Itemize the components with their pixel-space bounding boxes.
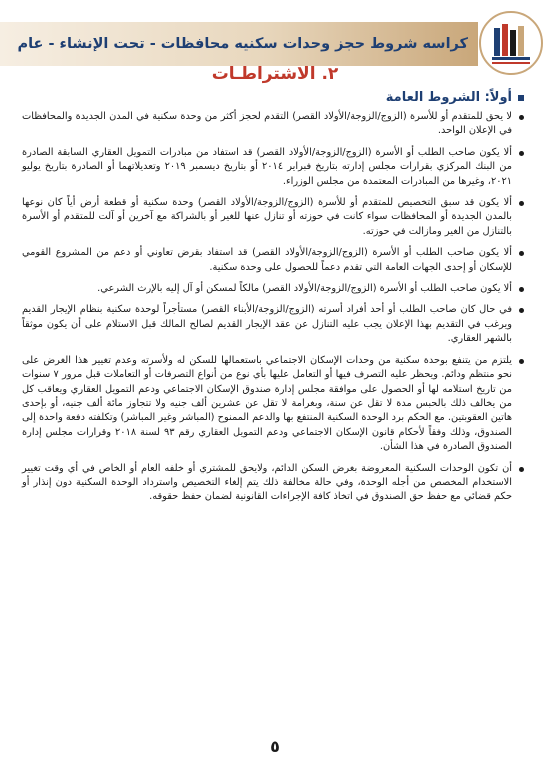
bullet-icon [519, 308, 524, 313]
document-title: كراسه شروط حجز وحدات سكنيه محافظات - تحت الإنشاء - عام [17, 36, 468, 52]
subheading-text: أولاً: الشروط العامة [385, 90, 512, 105]
list-item: ألا يكون صاحب الطلب أو الأسرة (الزوج/الزوجة/الأولاد القصر) قد استفاد من مبادرات التمويل العقاري السابقة الصادرة من البنك المركزي بقرارات مجلس إدارته بتاريخ فبراير ٢٠١٤ أو بتاريخ ديسمبر ٢٠١٩ وتعديلاتهما أو الصادرة بتاريخ يوليو ٢٠٢١، وغيرها من المبادرات المعتمدة من مجلس الوزراء. [22, 146, 524, 189]
bullet-icon [519, 287, 524, 292]
bullet-icon [519, 251, 524, 256]
list-item: لا يحق للمتقدم أو للأسرة (الزوج/الزوجة/الأولاد القصر) التقدم لحجز أكثر من وحدة سكنية في المدن الجديدة والمحافظات في الإعلان الواحد. [22, 110, 524, 139]
general-conditions-heading [386, 90, 524, 105]
bullet-icon [519, 151, 524, 156]
list-item: يلتزم من يتنفع بوحدة سكنية من وحدات الإسكان الاجتماعي باستعمالها للسكن له ولأسرته وعدم تغيير هذا الغرض على نحو منتظم ودائم. ويحظر عليه التصرف فيها أو التعامل عليها بأي نوع من أنواع التصرفات أو التعاملات قبل مرور ٧ سنوات من تاريخ استلامه لها أو الحصول على موافقة مجلس إدارة صندوق الإسكان الاجتماعي ودعم التمويل العقاري ويعاقب كل من يخالف ذلك بالحبس مدة لا تقل عن سنة، وبغرامة لا تقل عن عشرين ألف جنيه ولا تتجاوز مائة ألف جنيه، أو بإحدى هاتين العقوبتين. مع الحكم برد الوحدة السكنية المنتفع بها والدعم الممنوح (المباشر وغير المباشر) وتكلفته دفعة واحدة إلى الصندوق، وذلك وفقاً لأحكام قانون الإسكان الاجتماعي ودعم التمويل العقاري رقم ٩٣ لسنة ٢٠١٨ وقرارات مجلس إدارة الصندوق الصادرة في هذا الشأن. [22, 354, 524, 455]
list-item: أن تكون الوحدات السكنية المعروضة بغرض السكن الدائم، ولايحق للمشتري أو خلفه العام أو الخاص في أي وقت تغيير الاستخدام المخصص من أجله الوحدة، وفي حالة مخالفة ذلك يتم إلغاء التخصيص واسترداد الوحدة السكنية دون إنذار أو حكم قضائي مع حفظ حق الصندوق في اتخاذ كافة الإجراءات القانونية لضمان حفظ حقوقه. [22, 462, 524, 505]
bullet-icon [519, 201, 524, 206]
list-item: ألا يكون صاحب الطلب أو الأسرة (الزوج/الزوجة/الأولاد القصر) مالكاً لمسكن أو آل إليه بالإرث الشرعي. [22, 282, 524, 296]
list-item: في حال كان صاحب الطلب أو أحد أفراد أسرته (الزوج/الزوجة/الأبناء القصر) مستأجراً لوحدة سكنية بنظام الإيجار القديم ويرغب في التقديم بهذا الإعلان يجب عليه التنازل عن عقد الإيجار القديم لصالح المالك قبل الاستلام على أن يكون موثقاً بالشهر العقاري. [22, 303, 524, 346]
bullet-icon [519, 115, 524, 120]
list-item: ألا يكون صاحب الطلب أو الأسرة (الزوج/الزوجة/الأولاد القصر) قد استفاد بقرض تعاوني أو دعم من المشروع القومي للإسكان أو إحدى الجهات العامة التي تقدم دعماً للحصول على وحدة سكنية. [22, 246, 524, 275]
page-number: ٥ [270, 737, 280, 756]
list-item: ألا يكون قد سبق التخصيص للمتقدم أو للأسرة (الزوج/الزوجة/الأولاد القصر) وحدة سكنية أو قطعة أرض أياً كان نوعها بالمدن الجديدة أو المحافظات سواء كانت في حوزته أو تنازل عنها للغير أو بالشراكة مع آخرين أو آلت للمتقدم أو الأسرة بالتنازل من الغير ومازالت في حوزته. [22, 196, 524, 239]
bullet-icon [519, 467, 524, 472]
conditions-list [22, 110, 524, 512]
bullet-icon [519, 359, 524, 364]
section-title: ٢. الاشتراطـات [211, 64, 339, 84]
square-bullet-icon [518, 95, 524, 101]
